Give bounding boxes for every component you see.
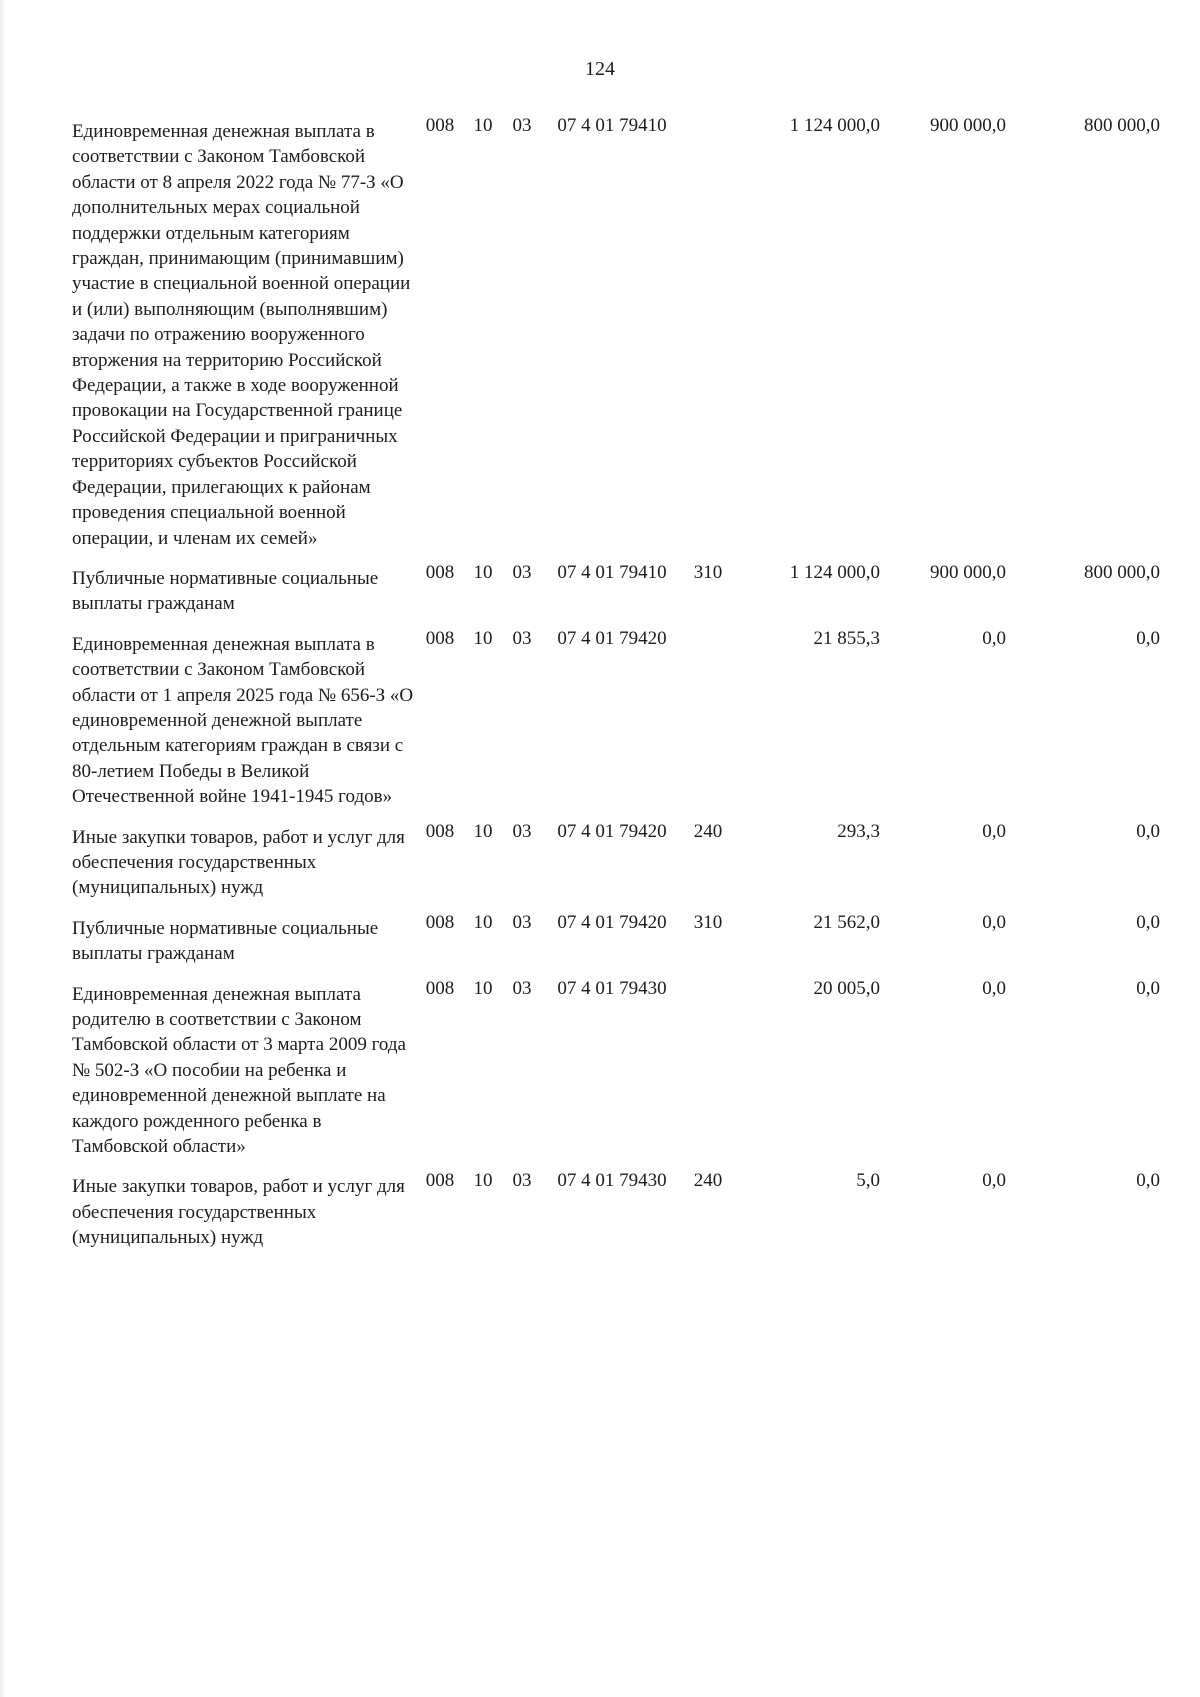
amount-year-2: 0,0 <box>982 627 1006 649</box>
target-article-code: 07 4 01 79430 <box>557 1170 667 1192</box>
ministry-code: 008 <box>425 627 455 649</box>
amount-year-2: 0,0 <box>982 911 1006 933</box>
section-code: 10 <box>473 1170 493 1192</box>
section-code: 10 <box>473 627 493 649</box>
target-article-code: 07 4 01 79410 <box>557 115 667 136</box>
amount-year-3: 800 000,0 <box>1084 115 1160 136</box>
amount-year-2: 0,0 <box>982 820 1006 842</box>
row-name: Публичные нормативные социальные выплаты гражданам <box>72 917 379 965</box>
section-code: 10 <box>473 977 493 999</box>
ministry-code: 008 <box>425 115 455 136</box>
amount-year-1: 293,3 <box>837 820 880 842</box>
target-article-code: 07 4 01 79430 <box>557 977 667 999</box>
amount-year-2: 0,0 <box>982 1170 1006 1192</box>
row-name: Иные закупки товаров, работ и услуг для обеспечения государственных (муниципальных) нужд <box>72 826 405 899</box>
budget-table <box>72 113 1160 1260</box>
amount-year-3: 800 000,0 <box>1084 561 1160 583</box>
amount-year-3: 0,0 <box>1136 820 1160 842</box>
row-name: Единовременная денежная выплата в соответствии с Законом Тамбовской области от 1 апреля 2025 года № 656-З «О единовременной денежной выплате отдельным категориям граждан в связи с 80-летием Победы в Великой Отечественной войне 1941-1945 годов» <box>72 633 414 808</box>
amount-year-2: 900 000,0 <box>930 115 1006 136</box>
section-code: 10 <box>473 561 493 583</box>
expense-type-code: 310 <box>693 561 723 583</box>
amount-year-1: 21 855,3 <box>813 627 880 649</box>
amount-year-3: 0,0 <box>1136 1170 1160 1192</box>
scan-edge <box>0 0 6 1697</box>
ministry-code: 008 <box>425 911 455 933</box>
row-name: Единовременная денежная выплата в соответствии с Законом Тамбовской области от 8 апреля 2022 года № 77-З «О дополнительных мерах социальной поддержки отдельным категориям граждан, принимающим (принимавшим) участие в специальной военной операции и (или) выполняющим (выполнявшим) задачи по отражению вооруженного вторжения на территорию Российской Федерации, а также в ходе вооруженной провокации на Государственной границе Российской Федерации и приграничных территориях субъектов Российской Федерации, прилегающих к районам проведения специальной военной операции, и членам их семей» <box>72 121 411 549</box>
target-article-code: 07 4 01 79410 <box>557 561 667 583</box>
amount-year-3: 0,0 <box>1136 627 1160 649</box>
subsection-code: 03 <box>512 1170 532 1192</box>
table-row <box>72 626 1160 819</box>
ministry-code: 008 <box>425 561 455 583</box>
table-row <box>72 560 1160 626</box>
amount-year-2: 0,0 <box>982 977 1006 999</box>
section-code: 10 <box>473 115 493 136</box>
section-code: 10 <box>473 820 493 842</box>
subsection-code: 03 <box>512 115 532 136</box>
subsection-code: 03 <box>512 911 532 933</box>
amount-year-2: 900 000,0 <box>930 561 1006 583</box>
amount-year-1: 21 562,0 <box>813 911 880 933</box>
target-article-code: 07 4 01 79420 <box>557 820 667 842</box>
subsection-code: 03 <box>512 977 532 999</box>
amount-year-3: 0,0 <box>1136 977 1160 999</box>
amount-year-1: 5,0 <box>856 1170 880 1192</box>
expense-type-code <box>682 626 734 819</box>
expense-type-code: 310 <box>693 911 723 933</box>
amount-year-1: 1 124 000,0 <box>789 115 880 136</box>
expense-type-code: 240 <box>693 820 723 842</box>
row-name: Публичные нормативные социальные выплаты гражданам <box>72 567 379 615</box>
table-row <box>72 819 1160 910</box>
section-code: 10 <box>473 911 493 933</box>
expense-type-code: 240 <box>693 1170 723 1192</box>
amount-year-1: 1 124 000,0 <box>789 561 880 583</box>
subsection-code: 03 <box>512 561 532 583</box>
amount-year-1: 20 005,0 <box>813 977 880 999</box>
table-row <box>72 976 1160 1169</box>
page-number: 124 <box>585 58 615 80</box>
table-row <box>72 910 1160 976</box>
row-name: Иные закупки товаров, работ и услуг для обеспечения государственных (муниципальных) нужд <box>72 1176 405 1249</box>
amount-year-3: 0,0 <box>1136 911 1160 933</box>
table-row <box>72 1168 1160 1259</box>
ministry-code: 008 <box>425 977 455 999</box>
expense-type-code <box>682 976 734 1169</box>
row-name: Единовременная денежная выплата родителю в соответствии с Законом Тамбовской области от 3 марта 2009 года № 502-З «О пособии на ребенка и единовременной денежной выплате на каждого рожденного ребенка в Тамбовской области» <box>72 983 406 1158</box>
target-article-code: 07 4 01 79420 <box>557 627 667 649</box>
table-row <box>72 113 1160 560</box>
subsection-code: 03 <box>512 627 532 649</box>
expense-type-code <box>682 113 734 560</box>
target-article-code: 07 4 01 79420 <box>557 911 667 933</box>
ministry-code: 008 <box>425 1170 455 1192</box>
subsection-code: 03 <box>512 820 532 842</box>
ministry-code: 008 <box>425 820 455 842</box>
